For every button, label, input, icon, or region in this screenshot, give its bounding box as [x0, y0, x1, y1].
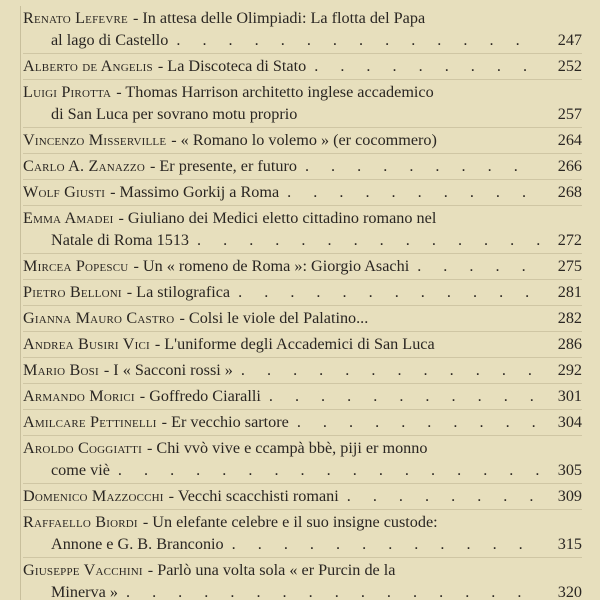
- toc-entry: [23, 180, 582, 206]
- toc-entry-second-line: [23, 103, 582, 125]
- dot-leader: [197, 229, 540, 251]
- toc-title: - L'uniforme degli Accademici di San Luca: [154, 335, 435, 353]
- toc-title-continuation: come viè: [51, 461, 110, 479]
- dot-leader: [269, 385, 540, 407]
- toc-entry: [23, 484, 582, 510]
- toc-entry: [23, 80, 582, 128]
- toc-entry: [23, 154, 582, 180]
- toc-entry: [23, 54, 582, 80]
- toc-title: - « Romano lo volemo » (er cocommero): [171, 131, 437, 149]
- toc-title-continuation: Minerva »: [51, 583, 118, 600]
- toc-title: - La Discoteca di Stato: [157, 57, 307, 75]
- toc-entry: [23, 510, 582, 558]
- toc-title: - Parlò una volta sola « er Purcin de la: [147, 561, 396, 579]
- toc-page-number: 315: [557, 535, 582, 553]
- toc-page-number: 272: [557, 231, 582, 249]
- toc-entry-second-line: [23, 459, 582, 481]
- toc-entry: [23, 558, 582, 600]
- toc-entry-first-line: [23, 81, 582, 103]
- toc-title: - Goffredo Ciaralli: [139, 387, 261, 405]
- toc-entry: [23, 280, 582, 306]
- toc-page-number: 264: [557, 131, 582, 149]
- toc-title: - Un elefante celebre e il suo insigne custode:: [142, 513, 438, 531]
- toc-page-number: 304: [557, 413, 582, 431]
- toc-page-number: 292: [557, 361, 582, 379]
- toc-author: Armando Morici: [23, 387, 135, 405]
- toc-entry-line: [23, 281, 582, 303]
- toc-entry: [23, 436, 582, 484]
- toc-entry: [23, 6, 582, 54]
- toc-page-number: 275: [557, 257, 582, 275]
- toc-entry-line: [23, 181, 582, 203]
- toc-title: - Vecchi scacchisti romani: [168, 487, 339, 505]
- dot-leader: [297, 411, 540, 433]
- toc-title: - Giuliano dei Medici eletto cittadino romano nel: [118, 209, 437, 227]
- table-of-contents: [20, 6, 582, 600]
- toc-author: Andrea Busiri Vici: [23, 335, 150, 353]
- toc-entry: [23, 254, 582, 280]
- toc-entry-line: [23, 359, 582, 381]
- toc-entry-first-line: [23, 437, 582, 459]
- dot-leader: [417, 255, 540, 277]
- toc-page-number: 257: [557, 105, 582, 123]
- toc-page-number: 281: [557, 283, 582, 301]
- toc-title: - Er presente, er futuro: [149, 157, 297, 175]
- toc-entry-line: [23, 333, 582, 355]
- toc-author: Vincenzo Misserville: [23, 131, 167, 149]
- toc-title: - In attesa delle Olimpiadi: La flotta del Papa: [132, 9, 426, 27]
- toc-author: Aroldo Coggiatti: [23, 439, 142, 457]
- toc-author: Amilcare Pettinelli: [23, 413, 157, 431]
- toc-entry-first-line: [23, 559, 582, 581]
- toc-title-continuation: al lago di Castello: [51, 31, 169, 49]
- toc-author: Alberto de Angelis: [23, 57, 153, 75]
- toc-page-number: 247: [557, 31, 582, 49]
- toc-author: Pietro Belloni: [23, 283, 122, 301]
- toc-author: Giuseppe Vacchini: [23, 561, 143, 579]
- toc-page-number: 305: [557, 461, 582, 479]
- toc-entry-line: [23, 129, 582, 151]
- toc-entry: [23, 410, 582, 436]
- toc-page-number: 266: [557, 157, 582, 175]
- dot-leader: [232, 533, 540, 555]
- toc-title-continuation: Annone e G. B. Branconio: [51, 535, 224, 553]
- dot-leader: [241, 359, 540, 381]
- toc-entry: [23, 332, 582, 358]
- dot-leader: [176, 29, 540, 51]
- toc-page-number: 268: [557, 183, 582, 201]
- dot-leader: [118, 459, 540, 481]
- toc-author: Mircea Popescu: [23, 257, 129, 275]
- toc-entry-line: [23, 55, 582, 77]
- dot-leader: [238, 281, 540, 303]
- toc-author: Wolf Giusti: [23, 183, 106, 201]
- dot-leader: [347, 485, 540, 507]
- toc-entry: [23, 358, 582, 384]
- toc-title-continuation: di San Luca per sovrano motu proprio: [51, 105, 298, 123]
- toc-author: Emma Amadei: [23, 209, 114, 227]
- toc-title: - Un « romeno de Roma »: Giorgio Asachi: [133, 257, 410, 275]
- toc-entry-line: [23, 385, 582, 407]
- toc-entry-line: [23, 485, 582, 507]
- toc-page-number: 286: [557, 335, 582, 353]
- toc-entry-second-line: [23, 533, 582, 555]
- toc-author: Renato Lefevre: [23, 9, 128, 27]
- toc-entry-first-line: [23, 7, 582, 29]
- toc-page-number: 252: [557, 57, 582, 75]
- toc-title: - Colsi le viole del Palatino...: [179, 309, 369, 327]
- toc-title: - Massimo Gorkij a Roma: [110, 183, 280, 201]
- toc-entry-line: [23, 307, 582, 329]
- toc-entry-line: [23, 155, 582, 177]
- dot-leader: [314, 55, 540, 77]
- toc-title: - Chi vvò vive e ccampà bbè, piji er monno: [146, 439, 428, 457]
- dot-leader: [126, 581, 540, 600]
- dot-leader: [305, 155, 540, 177]
- toc-entry: [23, 384, 582, 410]
- toc-entry-line: [23, 411, 582, 433]
- toc-entry-second-line: [23, 29, 582, 51]
- toc-entry: [23, 206, 582, 254]
- toc-author: Raffaello Biordi: [23, 513, 138, 531]
- dot-leader: [287, 181, 540, 203]
- toc-entry-first-line: [23, 207, 582, 229]
- toc-title: - Thomas Harrison architetto inglese accademico: [116, 83, 434, 101]
- toc-entry-first-line: [23, 511, 582, 533]
- toc-author: Carlo A. Zanazzo: [23, 157, 145, 175]
- toc-author: Luigi Pirotta: [23, 83, 112, 101]
- toc-author: Domenico Mazzocchi: [23, 487, 164, 505]
- toc-entry: [23, 128, 582, 154]
- toc-title-continuation: Natale di Roma 1513: [51, 231, 190, 249]
- toc-title: - I « Sacconi rossi »: [103, 361, 233, 379]
- toc-entry-line: [23, 255, 582, 277]
- toc-page-number: 320: [557, 583, 582, 600]
- toc-title: - La stilografica: [126, 283, 231, 301]
- toc-page-number: 282: [557, 309, 582, 327]
- toc-author: Gianna Mauro Castro: [23, 309, 175, 327]
- toc-author: Mario Bosi: [23, 361, 99, 379]
- toc-entry-second-line: [23, 581, 582, 600]
- toc-entry-second-line: [23, 229, 582, 251]
- toc-page-number: 301: [557, 387, 582, 405]
- toc-title: - Er vecchio sartore: [161, 413, 289, 431]
- toc-entry: [23, 306, 582, 332]
- toc-page-number: 309: [557, 487, 582, 505]
